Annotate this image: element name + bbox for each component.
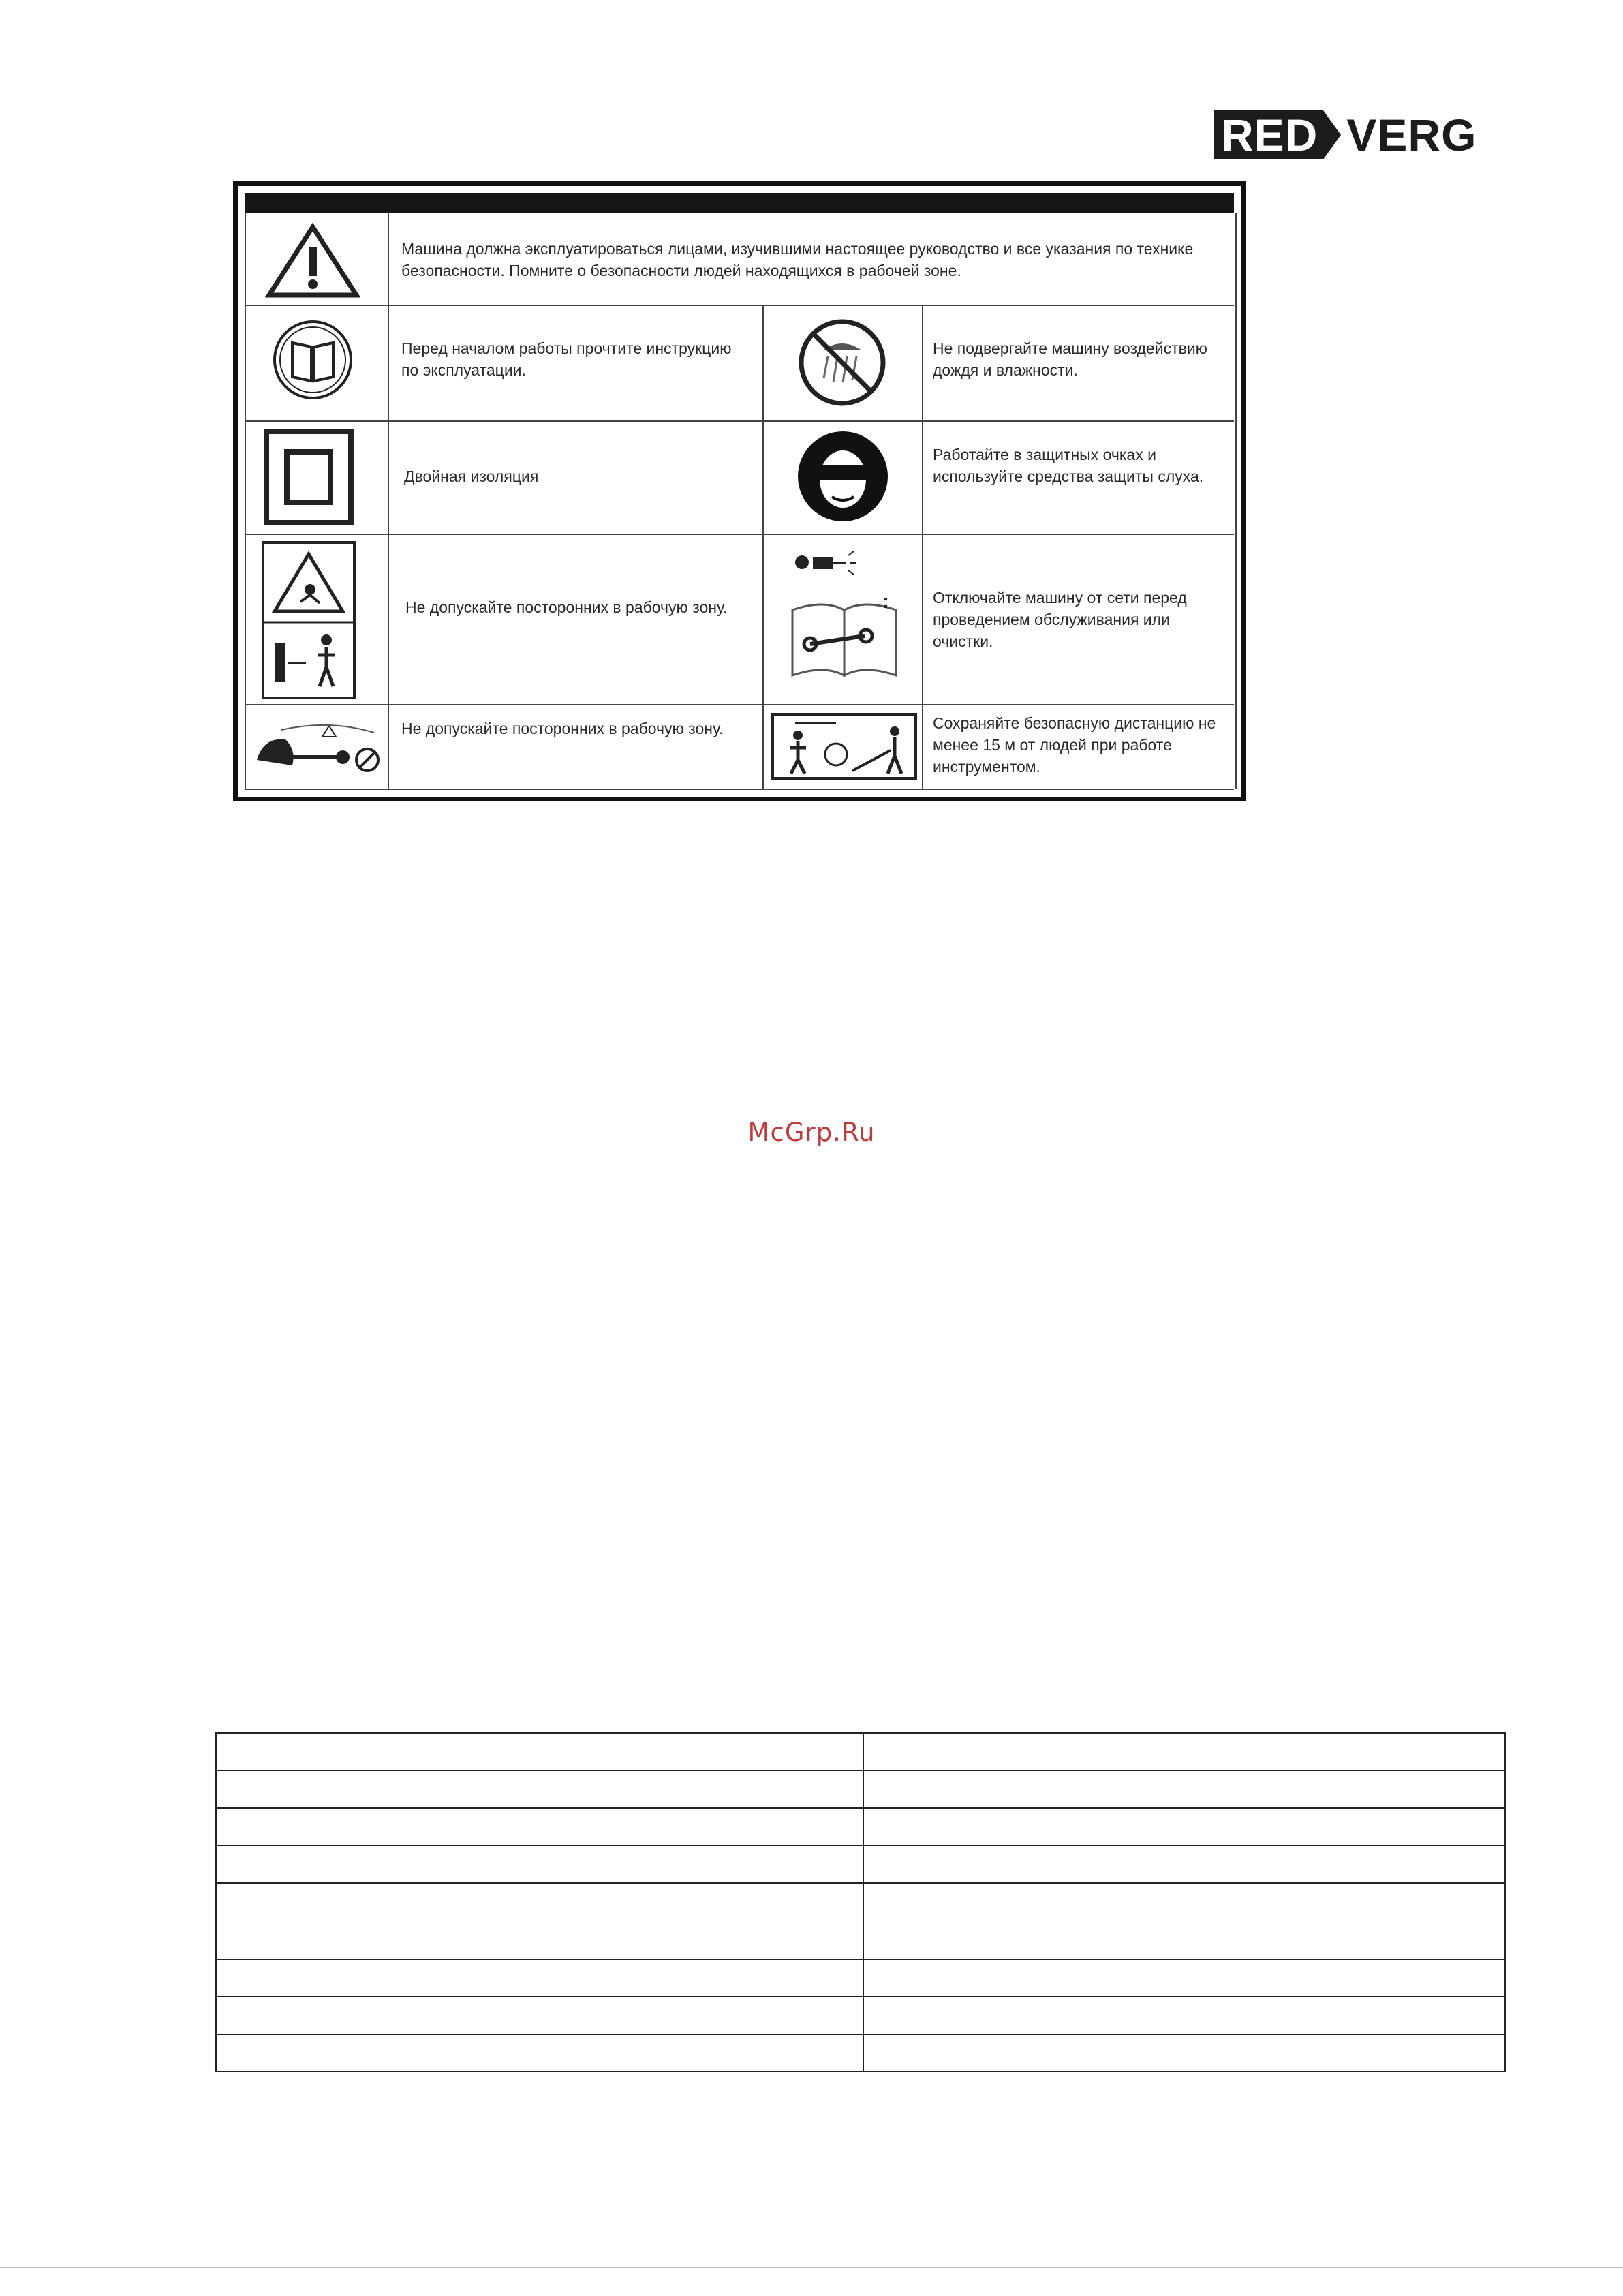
table-cell: [216, 1808, 863, 1846]
safe-distance-icon: [771, 712, 918, 780]
table-row: [216, 1771, 1505, 1808]
divider: [245, 704, 1234, 705]
read-manual-icon: [272, 316, 354, 404]
table-row: [216, 1959, 1505, 1997]
table-row: [216, 1733, 1505, 1771]
trimmer-bystanders-icon: [247, 709, 384, 783]
divider: [762, 305, 764, 789]
unplug-before-maintenance-text: Отключайте машину от сети перед проведением обслуживания или очистки.: [933, 589, 1187, 650]
divider: [245, 305, 1234, 306]
table-row: [216, 1808, 1505, 1846]
table-cell: [216, 2034, 863, 2072]
divider: [922, 305, 923, 789]
double-insulation-text: Двойная изоляция: [404, 468, 539, 485]
keep-bystanders-away-icon: [261, 540, 356, 700]
warning-triangle-icon: [265, 223, 360, 299]
table-cell: [863, 1846, 1505, 1883]
table-row: [216, 1846, 1505, 1883]
divider: [245, 534, 1234, 535]
divider: [245, 420, 1234, 422]
unplug-before-maintenance-icon: [783, 542, 916, 699]
table-row: [216, 2034, 1505, 2072]
table-cell: [863, 1733, 1505, 1771]
table-cell: [863, 1997, 1505, 2034]
double-insulation-icon: [264, 429, 354, 525]
table-cell: [216, 1959, 863, 1997]
brand-logo: [1214, 110, 1477, 159]
colon-mark: :: [882, 590, 889, 613]
table-cell: [863, 2034, 1505, 2072]
spec-table: [215, 1732, 1506, 2072]
divider: [245, 213, 246, 789]
table-row: [216, 1883, 1505, 1959]
safety-signs-panel: [233, 181, 1246, 801]
table-row: [216, 1997, 1505, 2034]
no-rain-icon: [797, 317, 888, 408]
divider: [1235, 213, 1237, 789]
table-cell: [216, 1733, 863, 1771]
table-cell: [863, 1959, 1505, 1997]
page-bottom-rule: [0, 2267, 1623, 2268]
watermark: McGrp.Ru: [747, 1118, 876, 1147]
table-cell: [863, 1771, 1505, 1808]
table-cell: [863, 1808, 1505, 1846]
read-manual-text: Перед началом работы прочтите инструкцию по эксплуатации.: [401, 339, 732, 379]
table-cell: [216, 1997, 863, 2034]
goggles-earmuffs-icon: [795, 429, 891, 524]
no-rain-text: Не подвергайте машину воздействию дождя и влажности.: [933, 339, 1207, 379]
divider: [245, 789, 1234, 790]
table-cell: [863, 1883, 1505, 1959]
logo-red: RED: [1214, 110, 1323, 159]
divider: [388, 213, 389, 789]
table-cell: [216, 1883, 863, 1959]
logo-verg: VERG: [1346, 110, 1477, 160]
keep-bystanders-away-text: Не допускайте посторонних в рабочую зону.: [405, 598, 728, 616]
goggles-earmuffs-text: Работайте в защитных очках и используйте средства защиты слуха.: [933, 446, 1204, 485]
panel-header-bar: [245, 193, 1234, 213]
general-warning-text: Машина должна эксплуатироваться лицами, изучившими настоящее руководство и все указания по технике безопасности. Помните о безопасности людей находящихся в рабочей зоне.: [401, 240, 1194, 279]
table-cell: [216, 1846, 863, 1883]
table-cell: [216, 1771, 863, 1808]
trimmer-bystanders-text: Не допускайте посторонних в рабочую зону.: [401, 720, 724, 737]
safe-distance-text: Сохраняйте безопасную дистанцию не менее 15 м от людей при работе инструментом.: [933, 714, 1216, 776]
